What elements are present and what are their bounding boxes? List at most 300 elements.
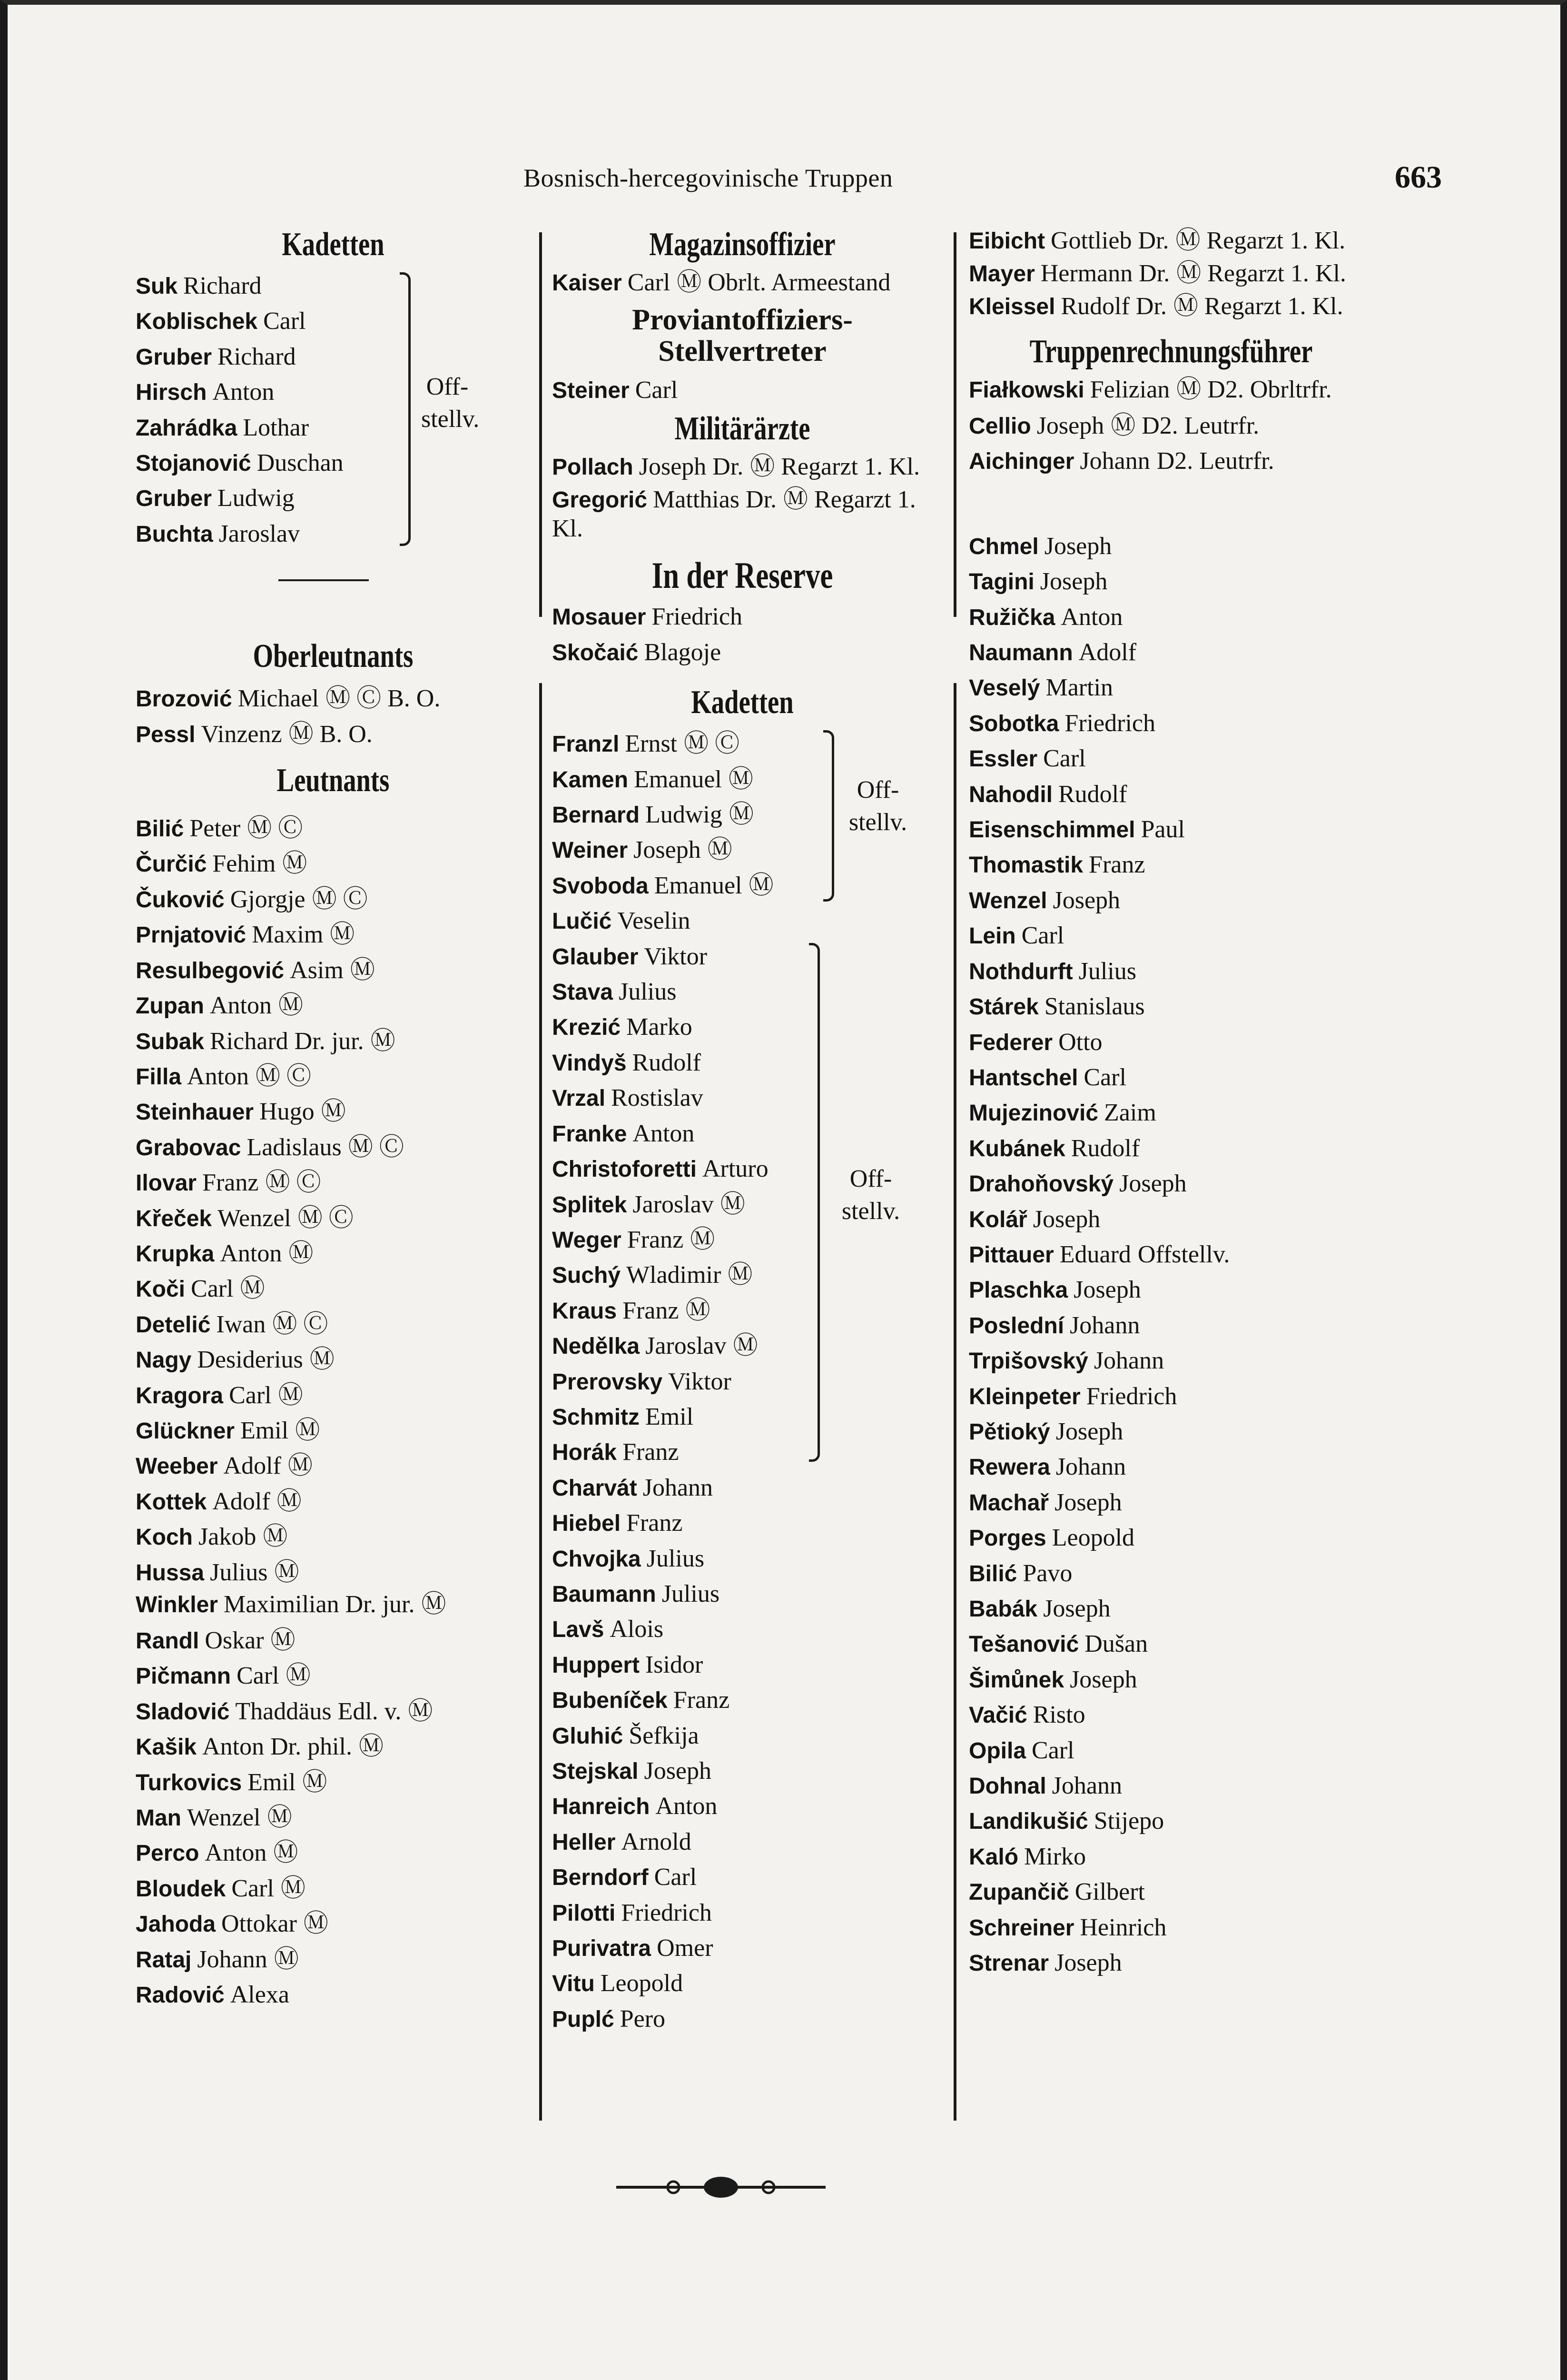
given-name: Joseph bbox=[1044, 532, 1112, 560]
name-list bbox=[552, 453, 933, 547]
given-name: Emil bbox=[240, 1417, 289, 1444]
rank-note: Ⓜ Obrlt. Armeestand bbox=[677, 269, 891, 296]
column-3 bbox=[969, 224, 1373, 1981]
given-name: Anton bbox=[187, 1062, 249, 1090]
given-name: Johann bbox=[197, 1945, 267, 1973]
list-item bbox=[136, 1484, 531, 1519]
list-item bbox=[136, 1658, 531, 1694]
list-item bbox=[136, 917, 531, 952]
list-item bbox=[969, 1839, 1373, 1874]
surname: Hirsch bbox=[136, 380, 207, 406]
surname: Kleinpeter bbox=[969, 1384, 1081, 1409]
list-item bbox=[552, 373, 933, 408]
surname: Prnjatović bbox=[136, 922, 246, 948]
list-item bbox=[969, 635, 1373, 670]
name-list bbox=[552, 599, 933, 670]
list-item bbox=[969, 1733, 1373, 1768]
given-name: Joseph bbox=[1070, 1666, 1137, 1693]
surname: Koch bbox=[136, 1525, 193, 1550]
column-rule bbox=[954, 683, 956, 2121]
list-item bbox=[552, 1081, 933, 1116]
list-item bbox=[552, 1010, 933, 1045]
list-item bbox=[552, 1045, 933, 1081]
list-item bbox=[136, 1835, 531, 1871]
surname: Tagini bbox=[969, 569, 1035, 595]
surname: Kottek bbox=[136, 1489, 207, 1515]
list-item bbox=[136, 717, 531, 752]
column-rule bbox=[954, 232, 956, 617]
surname: Chmel bbox=[969, 534, 1039, 559]
given-name: Lothar bbox=[243, 414, 309, 441]
list-item bbox=[136, 1765, 531, 1800]
rank-note: Ⓜ B. O. bbox=[288, 720, 373, 748]
surname: Rewera bbox=[969, 1455, 1050, 1480]
given-name: Julius bbox=[1078, 957, 1136, 985]
surname: Splitek bbox=[552, 1192, 627, 1218]
list-item bbox=[969, 1626, 1373, 1662]
given-name: Friedrich bbox=[1086, 1382, 1177, 1410]
given-name: Carl bbox=[1021, 922, 1064, 950]
kadetten-group bbox=[136, 268, 531, 552]
surname: Hanreich bbox=[552, 1794, 650, 1820]
rank-note: Ⓜ bbox=[303, 1910, 328, 1938]
surname: Sobotka bbox=[969, 711, 1059, 736]
surname: Suk bbox=[136, 274, 178, 299]
given-name: Iwan bbox=[216, 1310, 266, 1338]
list-item bbox=[969, 1166, 1373, 1201]
given-name: Friedrich bbox=[651, 603, 742, 631]
list-item bbox=[969, 777, 1373, 812]
list-item bbox=[969, 564, 1373, 599]
list-item bbox=[136, 1906, 531, 1942]
surname: Baumann bbox=[552, 1581, 656, 1607]
given-name: Friedrich bbox=[1064, 709, 1155, 737]
given-name: Richard bbox=[183, 272, 262, 299]
surname: Krupka bbox=[136, 1241, 215, 1267]
list-item bbox=[969, 600, 1373, 635]
list-item bbox=[969, 883, 1373, 918]
given-name: Eduard bbox=[1059, 1240, 1131, 1268]
list-item bbox=[969, 444, 1373, 479]
surname: Purivatra bbox=[552, 1936, 651, 1962]
surname: Heller bbox=[552, 1829, 616, 1855]
surname: Veselý bbox=[969, 675, 1040, 701]
list-item bbox=[969, 1485, 1373, 1520]
surname: Grabovac bbox=[136, 1135, 241, 1160]
list-item bbox=[552, 939, 933, 974]
list-item bbox=[136, 1059, 531, 1094]
given-name: Carl bbox=[1043, 745, 1086, 773]
list-item bbox=[136, 481, 531, 516]
section-title-magazinsoffizier: Magazinsoffizier bbox=[649, 226, 836, 263]
surname: Steinhauer bbox=[136, 1100, 254, 1125]
given-name: Hermann Dr. bbox=[1040, 260, 1170, 287]
surname: Opila bbox=[969, 1738, 1026, 1764]
surname: Krezić bbox=[552, 1015, 621, 1041]
rank-note: Ⓜ Ⓒ bbox=[684, 730, 740, 758]
given-name: Rudolf bbox=[1071, 1134, 1140, 1162]
rank-note: Ⓜ D2. Obrltrfr. bbox=[1176, 376, 1332, 403]
given-name: Julius bbox=[619, 978, 677, 1006]
section-title-kadetten: Kadetten bbox=[282, 226, 384, 263]
surname: Pollach bbox=[552, 455, 633, 480]
rank-note: Ⓜ bbox=[273, 1839, 298, 1867]
list-item bbox=[552, 1754, 933, 1789]
kadetten-group-b bbox=[552, 939, 933, 1470]
surname: Hussa bbox=[136, 1560, 205, 1586]
surname: Stava bbox=[552, 980, 613, 1005]
surname: Šimůnek bbox=[969, 1667, 1064, 1693]
given-name: Dušan bbox=[1084, 1630, 1148, 1658]
given-name: Zaim bbox=[1104, 1099, 1156, 1127]
rank-note: Ⓜ D2. Leutrfr. bbox=[1111, 412, 1260, 439]
surname: Steiner bbox=[552, 378, 630, 403]
list-item bbox=[136, 882, 531, 917]
given-name: Paul bbox=[1141, 816, 1185, 843]
list-item bbox=[136, 1024, 531, 1059]
list-item bbox=[969, 1060, 1373, 1095]
surname: Lein bbox=[969, 923, 1016, 949]
given-name: Šefkija bbox=[629, 1722, 699, 1749]
list-item bbox=[969, 1343, 1373, 1378]
given-name: Asim bbox=[290, 956, 344, 984]
rank-note: Ⓜ Regarzt 1. Kl. bbox=[1175, 227, 1346, 254]
list-item bbox=[969, 918, 1373, 953]
given-name: Anton bbox=[1061, 603, 1123, 631]
list-item bbox=[552, 1258, 933, 1293]
list-item bbox=[969, 1308, 1373, 1343]
list-item bbox=[969, 227, 1373, 259]
given-name: Felizian bbox=[1090, 376, 1170, 403]
rank-note: Ⓜ Regarzt 1. Kl. bbox=[1176, 260, 1346, 287]
rank-note: Ⓜ Regarzt 1. Kl. bbox=[1173, 293, 1343, 320]
surname: Křeček bbox=[136, 1206, 212, 1231]
given-name: Ladislaus bbox=[246, 1133, 342, 1161]
rank-note: Ⓜ bbox=[720, 1190, 745, 1218]
list-item bbox=[552, 1506, 933, 1541]
given-name: Ludwig bbox=[645, 801, 722, 829]
list-item bbox=[969, 847, 1373, 883]
given-name: Anton Dr. phil. bbox=[202, 1733, 352, 1761]
surname: Bloudek bbox=[136, 1876, 226, 1902]
surname: Mujezinović bbox=[969, 1101, 1099, 1126]
given-name: Rostislav bbox=[611, 1084, 703, 1112]
list-item bbox=[969, 1662, 1373, 1697]
surname: Stojanović bbox=[136, 451, 251, 476]
rank-note: Ⓜ bbox=[707, 836, 732, 864]
given-name: Carl bbox=[1032, 1736, 1074, 1764]
surname: Fiałkowski bbox=[969, 377, 1084, 403]
given-name: Carl bbox=[237, 1662, 279, 1690]
surname: Bilić bbox=[136, 816, 184, 842]
list-item bbox=[136, 1201, 531, 1236]
name-list bbox=[552, 373, 933, 408]
brace-note: Off- stellv. bbox=[841, 1165, 900, 1225]
list-item bbox=[969, 1202, 1373, 1237]
surname: Jahoda bbox=[136, 1912, 216, 1937]
list-item bbox=[136, 1871, 531, 1906]
rank-note: Offstellv. bbox=[1137, 1240, 1230, 1268]
list-item bbox=[136, 1378, 531, 1413]
given-name: Gilbert bbox=[1074, 1878, 1145, 1906]
given-name: Omer bbox=[657, 1934, 713, 1962]
given-name: Johann bbox=[1055, 1453, 1126, 1481]
given-name: Pero bbox=[620, 2005, 666, 2033]
brace bbox=[400, 272, 411, 546]
given-name: Emanuel bbox=[654, 872, 742, 899]
given-name: Johann bbox=[1070, 1311, 1140, 1339]
given-name: Ernst bbox=[625, 730, 678, 758]
given-name: Johann bbox=[1080, 447, 1150, 475]
surname: Randl bbox=[136, 1628, 199, 1654]
given-name: Hugo bbox=[259, 1098, 315, 1126]
list-item bbox=[136, 811, 531, 846]
surname: Bubeníček bbox=[552, 1688, 668, 1714]
list-item bbox=[136, 681, 531, 716]
surname: Kamen bbox=[552, 767, 629, 793]
surname: Mosauer bbox=[552, 605, 646, 630]
given-name: Carl bbox=[627, 269, 670, 296]
list-item bbox=[136, 1307, 531, 1342]
list-item bbox=[136, 1130, 531, 1165]
list-item bbox=[552, 1116, 933, 1151]
rank-note: Ⓜ bbox=[276, 1488, 302, 1515]
rank-note: Ⓜ bbox=[286, 1662, 311, 1690]
given-name: Joseph bbox=[1053, 886, 1121, 914]
surname: Thomastik bbox=[969, 853, 1084, 878]
surname: Wenzel bbox=[969, 888, 1047, 913]
surname: Aichinger bbox=[969, 449, 1074, 475]
surname: Kleissel bbox=[969, 294, 1055, 319]
given-name: Emil bbox=[247, 1768, 296, 1796]
surname: Pittauer bbox=[969, 1242, 1054, 1268]
given-name: Johann bbox=[642, 1474, 713, 1501]
surname: Buchta bbox=[136, 521, 213, 547]
given-name: Julius bbox=[210, 1558, 268, 1586]
surname: Svoboda bbox=[552, 873, 649, 899]
surname: Kašik bbox=[136, 1735, 197, 1760]
list-item bbox=[136, 1977, 531, 2013]
given-name: Franz bbox=[622, 1438, 679, 1466]
given-name: Jaroslav bbox=[645, 1332, 727, 1360]
rank-note: Ⓜ bbox=[302, 1768, 327, 1796]
surname: Chvojka bbox=[552, 1546, 641, 1572]
given-name: Joseph Dr. bbox=[639, 453, 744, 481]
list-item bbox=[136, 988, 531, 1023]
divider bbox=[278, 579, 369, 581]
surname: Puplć bbox=[552, 2006, 614, 2032]
given-name: Franz bbox=[627, 1226, 684, 1253]
surname: Stejskal bbox=[552, 1759, 639, 1784]
surname: Christoforetti bbox=[552, 1157, 697, 1182]
list-item bbox=[552, 1931, 933, 1966]
surname: Naumann bbox=[969, 640, 1073, 666]
surname: Lavš bbox=[552, 1617, 604, 1643]
rank-note: Ⓜ bbox=[278, 1381, 303, 1409]
rank-note: Ⓜ bbox=[359, 1733, 384, 1761]
given-name: Otto bbox=[1058, 1028, 1103, 1056]
surname: Eibicht bbox=[969, 228, 1045, 254]
column-2 bbox=[552, 224, 933, 2037]
rank-note: Ⓜ bbox=[733, 1332, 758, 1360]
list-item bbox=[136, 1800, 531, 1835]
rank-note: Ⓜ bbox=[267, 1804, 292, 1832]
list-item bbox=[969, 1804, 1373, 1839]
given-name: Carl bbox=[263, 307, 306, 335]
list-item bbox=[969, 670, 1373, 705]
surname: Kolář bbox=[969, 1207, 1027, 1232]
list-item bbox=[136, 1590, 531, 1623]
given-name: Anton bbox=[212, 378, 275, 406]
list-item bbox=[969, 812, 1373, 847]
surname: Drahoňovský bbox=[969, 1171, 1114, 1197]
list-item bbox=[969, 1414, 1373, 1449]
given-name: Marko bbox=[626, 1013, 692, 1041]
surname: Mayer bbox=[969, 261, 1035, 287]
list-item bbox=[552, 1541, 933, 1577]
surname: Skočaić bbox=[552, 640, 639, 665]
surname: Čurčić bbox=[136, 852, 207, 877]
given-name: Franz bbox=[202, 1169, 259, 1197]
list-item bbox=[136, 1236, 531, 1271]
given-name: Joseph bbox=[644, 1757, 712, 1785]
list-item bbox=[552, 1789, 933, 1824]
given-name: Joseph bbox=[1040, 568, 1108, 595]
surname: Tešanović bbox=[969, 1632, 1079, 1657]
surname: Vačić bbox=[969, 1703, 1027, 1728]
surname: Weger bbox=[552, 1227, 621, 1253]
surname: Zupan bbox=[136, 993, 204, 1019]
surname: Resulbegović bbox=[136, 958, 285, 983]
list-item bbox=[969, 706, 1373, 741]
name-list bbox=[136, 681, 531, 752]
list-item bbox=[552, 1683, 933, 1718]
rank-note: Ⓜ Ⓒ bbox=[272, 1310, 328, 1338]
surname: Dohnal bbox=[969, 1774, 1046, 1799]
list-item bbox=[136, 1729, 531, 1765]
surname: Lučić bbox=[552, 909, 612, 934]
surname: Eisenschimmel bbox=[969, 817, 1135, 843]
surname: Sladović bbox=[136, 1699, 230, 1725]
list-item bbox=[552, 1222, 933, 1258]
given-name: Peter bbox=[189, 815, 241, 843]
surname: Trpišovský bbox=[969, 1349, 1088, 1374]
surname: Filla bbox=[136, 1064, 182, 1090]
given-name: Joseph bbox=[1055, 1949, 1122, 1977]
brace bbox=[809, 943, 820, 1462]
surname: Gluhić bbox=[552, 1723, 623, 1749]
given-name: Franz bbox=[622, 1297, 679, 1324]
given-name: Ottokar bbox=[221, 1910, 297, 1938]
rank-note: Ⓜ bbox=[728, 1261, 753, 1289]
given-name: Thaddäus Edl. v. bbox=[235, 1697, 402, 1725]
name-list bbox=[969, 227, 1373, 325]
given-name: Wladimir bbox=[626, 1261, 721, 1289]
given-name: Joseph bbox=[1055, 1418, 1124, 1445]
surname: Strenar bbox=[969, 1951, 1049, 1976]
rank-note: Ⓜ Ⓒ bbox=[256, 1062, 312, 1090]
rank-note: Ⓜ bbox=[263, 1523, 288, 1551]
list-item bbox=[552, 486, 933, 547]
surname: Gruber bbox=[136, 344, 212, 370]
given-name: Emanuel bbox=[634, 765, 722, 793]
given-name: Gottlieb Dr. bbox=[1051, 227, 1169, 254]
given-name: Oskar bbox=[205, 1627, 264, 1654]
list-item bbox=[552, 1612, 933, 1647]
surname: Babák bbox=[969, 1597, 1038, 1622]
list-item bbox=[969, 1131, 1373, 1166]
list-item bbox=[552, 1470, 933, 1506]
given-name: Gjorgje bbox=[230, 885, 306, 913]
given-name: Rudolf Dr. bbox=[1061, 293, 1167, 320]
surname: Schreiner bbox=[969, 1915, 1074, 1941]
given-name: Alois bbox=[610, 1616, 664, 1643]
list-item bbox=[969, 259, 1373, 292]
brace bbox=[823, 730, 834, 902]
surname: Vrzal bbox=[552, 1086, 606, 1111]
list-item bbox=[552, 1577, 933, 1612]
surname: Ružička bbox=[969, 605, 1055, 630]
list-item bbox=[136, 953, 531, 988]
section-title-truppenrechnungsfuehrer: Truppenrechnungsführer bbox=[1029, 333, 1313, 370]
given-name: Ludwig bbox=[217, 485, 295, 512]
surname: Nothdurft bbox=[969, 959, 1073, 984]
list-item bbox=[969, 954, 1373, 989]
section-title-leutnants: Leutnants bbox=[276, 762, 390, 799]
surname: Schmitz bbox=[552, 1404, 640, 1430]
list-item bbox=[136, 1555, 531, 1590]
given-name: Stijepo bbox=[1094, 1807, 1164, 1835]
name-list bbox=[552, 903, 933, 939]
given-name: Richard Dr. jur. bbox=[210, 1027, 364, 1055]
surname: Bernard bbox=[552, 803, 640, 828]
list-item bbox=[969, 1697, 1373, 1733]
surname: Kaiser bbox=[552, 270, 622, 296]
rank-note: Ⓜ Ⓒ B. O. bbox=[325, 685, 441, 713]
surname: Nahodil bbox=[969, 782, 1053, 807]
surname: Porges bbox=[969, 1526, 1046, 1551]
list-item bbox=[136, 1413, 531, 1448]
rank-note: Ⓜ bbox=[280, 1874, 306, 1902]
section-title-reserve: In der Reserve bbox=[651, 555, 833, 596]
given-name: Joseph bbox=[1055, 1488, 1122, 1516]
list-item bbox=[969, 529, 1373, 564]
given-name: Isidor bbox=[645, 1651, 703, 1678]
surname: Rataj bbox=[136, 1947, 192, 1973]
given-name: Anton bbox=[220, 1240, 282, 1267]
surname: Pilotti bbox=[552, 1900, 616, 1926]
ornament bbox=[616, 2171, 826, 2204]
list-item bbox=[969, 741, 1373, 776]
list-item bbox=[969, 1237, 1373, 1272]
given-name: Julius bbox=[661, 1580, 720, 1607]
list-item bbox=[969, 1025, 1373, 1060]
given-name: Anton bbox=[205, 1839, 267, 1867]
given-name: Friedrich bbox=[621, 1899, 712, 1926]
brace-note: Off- stellv. bbox=[848, 776, 907, 836]
surname: Perco bbox=[136, 1841, 199, 1866]
surname: Franzl bbox=[552, 732, 620, 757]
given-name: Arturo bbox=[702, 1155, 769, 1183]
list-item bbox=[552, 1293, 933, 1329]
given-name: Duschan bbox=[256, 449, 344, 477]
given-name: Viktor bbox=[644, 942, 708, 970]
given-name: Carl bbox=[635, 377, 678, 404]
given-name: Carl bbox=[229, 1381, 272, 1409]
rank-note: Ⓜ bbox=[295, 1417, 320, 1444]
column-rule bbox=[539, 232, 542, 617]
surname: Bilić bbox=[969, 1561, 1017, 1587]
